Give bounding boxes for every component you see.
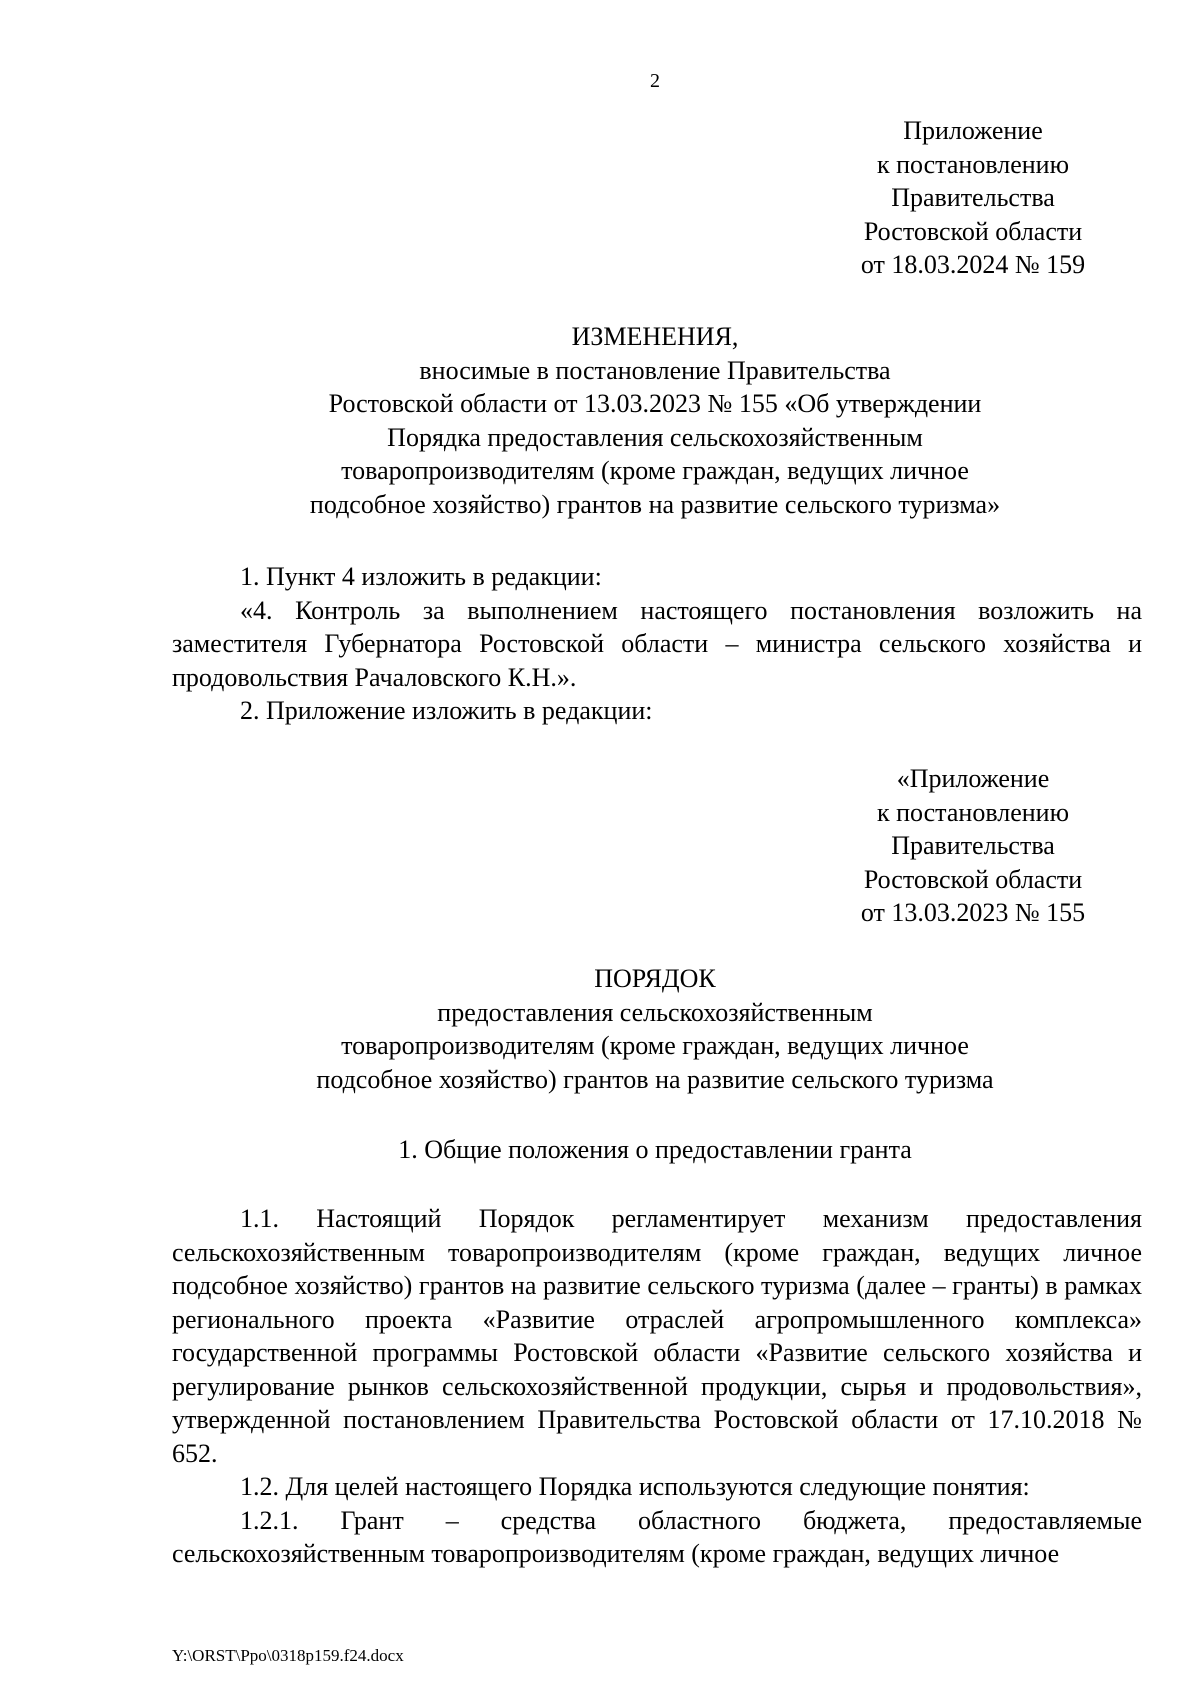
section-body	[172, 1202, 1142, 1571]
approval-line: от 13.03.2023 № 155	[860, 898, 1086, 927]
approval-stamp-appendix	[813, 762, 1133, 930]
approval-line: Приложение	[903, 116, 1043, 145]
amendments-body	[172, 560, 1142, 728]
approval-line: к постановлению	[876, 149, 1070, 179]
approval-line: от 18.03.2024 № 159	[860, 250, 1086, 279]
amendments-subtitle-line: Ростовской области от 13.03.2023 № 155 «Об утверждении	[328, 389, 982, 418]
procedure-subtitle-line: подсобное хозяйство) грантов на развитие сельского туризма	[316, 1064, 994, 1094]
amendments-subtitle-line: товаропроизводителям (кроме граждан, ведущих личное	[341, 456, 969, 485]
amendments-subtitle-line: вносимые в постановление Правительства	[419, 355, 891, 385]
amendments-subtitle-line: подсобное хозяйство) грантов на развитие сельского туризма»	[309, 489, 1001, 519]
approval-line: «Приложение	[896, 764, 1050, 793]
approval-line: Ростовской области	[863, 216, 1083, 246]
procedure-heading: ПОРЯДОК	[594, 964, 716, 993]
amendments-title	[170, 320, 1140, 521]
procedure-subtitle-line: предоставления сельскохозяйственным	[437, 997, 873, 1027]
procedure-title	[170, 962, 1140, 1096]
amendment-paragraph: «4. Контроль за выполнением настоящего постановления возложить на заместителя Губернатора Ростовской области – министра сельского хозяйства и продовольствия Рачаловского К.Н.».	[172, 595, 1142, 692]
file-path-footer: Y:\ORST\Ppo\0318p159.f24.docx	[172, 1646, 404, 1665]
approval-line: к постановлению	[876, 797, 1070, 827]
clause-1-2-1: 1.2.1. Грант – средства областного бюджета, предоставляемые сельскохозяйственным товаропроизводителям (кроме граждан, ведущих личное	[172, 1505, 1142, 1568]
section-heading-text: 1. Общие положения о предоставлении гранта	[398, 1135, 912, 1164]
approval-line: Правительства	[891, 831, 1055, 860]
page-number: 2	[650, 70, 660, 92]
section-heading	[170, 1133, 1140, 1167]
clause-1-2: 1.2. Для целей настоящего Порядка используются следующие понятия:	[240, 1472, 1030, 1501]
amendment-paragraph: 1. Пункт 4 изложить в редакции:	[240, 562, 602, 591]
amendments-heading: ИЗМЕНЕНИЯ,	[571, 322, 739, 351]
procedure-subtitle-line: товаропроизводителям (кроме граждан, ведущих личное	[341, 1031, 969, 1060]
amendments-subtitle-line: Порядка предоставления сельскохозяйственным	[387, 422, 923, 452]
approval-line: Правительства	[891, 183, 1055, 212]
amendment-paragraph: 2. Приложение изложить в редакции:	[240, 696, 653, 725]
approval-line: Ростовской области	[863, 864, 1083, 894]
approval-stamp-top	[813, 114, 1133, 282]
clause-1-1: 1.1. Настоящий Порядок регламентирует механизм предоставления сельскохозяйственным товаропроизводителям (кроме граждан, ведущих личное подсобное хозяйство) грантов на развитие сельского туризма (далее – гранты) в рамках регионального проекта «Развитие отраслей агропромышленного комплекса» государственной программы Ростовской области «Развитие сельского хозяйства и регулирование рынков сельскохозяйственной продукции, сырья и продовольствия», утвержденной постановлением Правительства Ростовской области от 17.10.2018 № 652.	[172, 1204, 1142, 1468]
